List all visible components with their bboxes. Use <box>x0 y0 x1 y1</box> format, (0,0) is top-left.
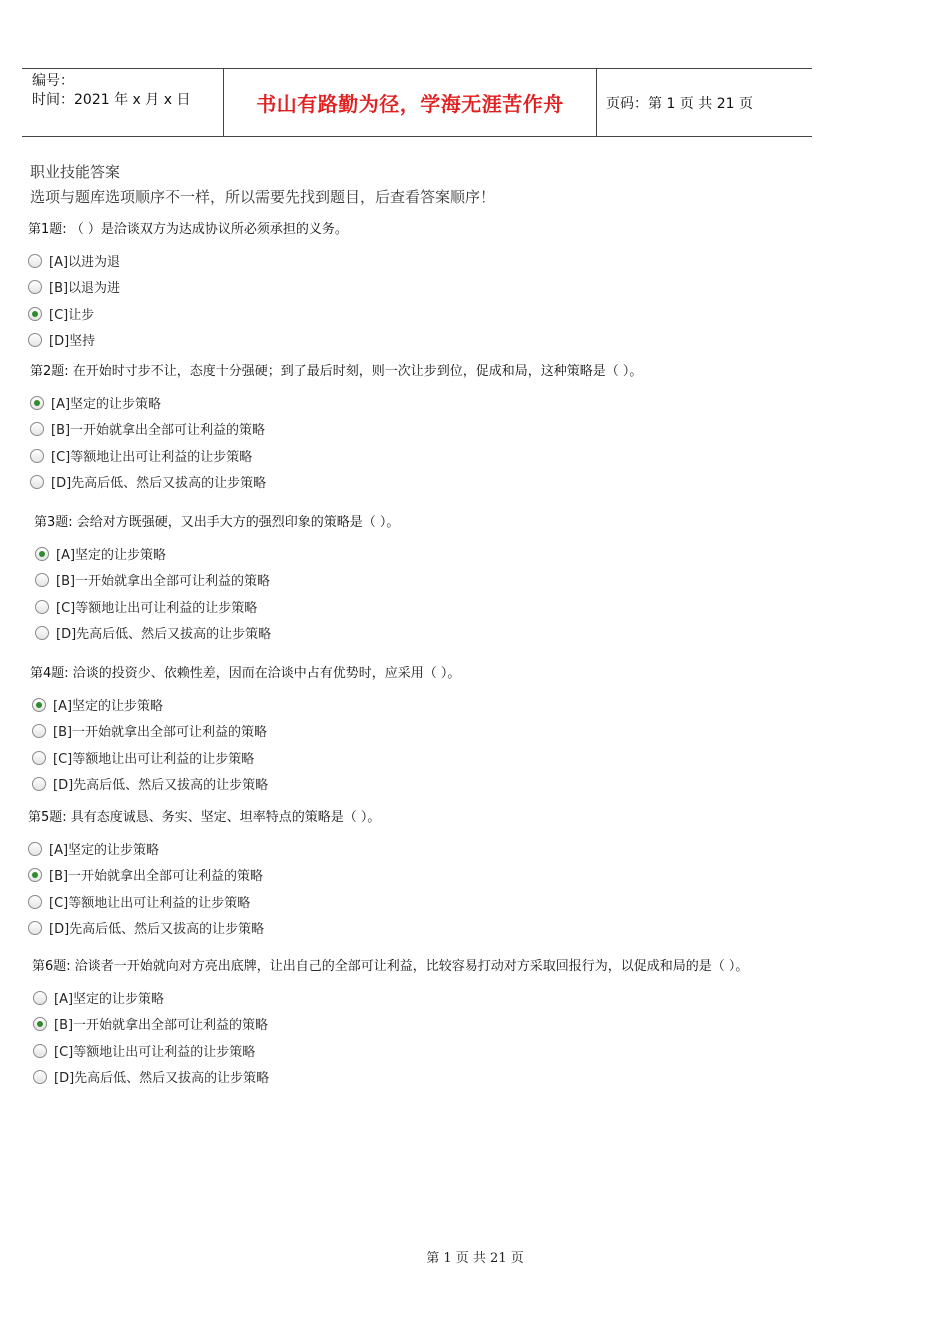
question-1-option-b[interactable] <box>28 277 120 296</box>
option-label: [B]一开始就拿出全部可让利益的策略 <box>51 423 266 438</box>
question-1-option-d[interactable] <box>28 330 95 349</box>
radio-icon[interactable] <box>33 1044 47 1058</box>
page-footer: 第 1 页 共 21 页 <box>426 1251 524 1266</box>
question-4-option-c[interactable] <box>32 748 254 767</box>
radio-icon[interactable] <box>28 254 42 268</box>
option-label: [A]坚定的让步策略 <box>49 843 160 858</box>
radio-icon[interactable] <box>28 921 42 935</box>
question-3-option-d[interactable] <box>35 623 271 642</box>
radio-icon[interactable] <box>32 751 46 765</box>
option-label: [A]坚定的让步策略 <box>56 548 167 563</box>
radio-icon[interactable] <box>30 449 44 463</box>
option-label: [B]一开始就拿出全部可让利益的策略 <box>54 1018 269 1033</box>
question-5-text: 第5题: 具有态度诚恳、务实、坚定、坦率特点的策略是（ ）。 <box>28 810 381 825</box>
question-5-option-c[interactable] <box>28 892 250 911</box>
option-label: [D]先高后低、然后又拔高的让步策略 <box>51 476 267 491</box>
question-4-text: 第4题: 洽谈的投资少、依赖性差，因而在洽谈中占有优势时，应采用（ ）。 <box>30 666 461 681</box>
header-page-cell <box>597 69 812 136</box>
radio-icon[interactable] <box>33 1070 47 1084</box>
option-label: [B]一开始就拿出全部可让利益的策略 <box>53 725 268 740</box>
document-note: 选项与题库选项顺序不一样，所以需要先找到题目，后查看答案顺序！ <box>30 188 496 206</box>
radio-icon[interactable] <box>35 600 49 614</box>
question-4-option-b[interactable] <box>32 721 267 740</box>
radio-checked-icon[interactable] <box>33 1017 47 1031</box>
question-6-option-c[interactable] <box>33 1041 255 1060</box>
radio-icon[interactable] <box>28 842 42 856</box>
option-label: [C]等额地让出可让利益的让步策略 <box>49 896 251 911</box>
question-2-option-b[interactable] <box>30 419 265 438</box>
question-6-option-b[interactable] <box>33 1014 268 1033</box>
question-5-option-d[interactable] <box>28 918 264 937</box>
option-label: [A]以进为退 <box>49 255 121 270</box>
question-2-option-a[interactable] <box>30 393 161 412</box>
question-2-option-d[interactable] <box>30 472 266 491</box>
option-label: [C]等额地让出可让利益的让步策略 <box>53 752 255 767</box>
radio-icon[interactable] <box>32 724 46 738</box>
header-motto-cell <box>224 69 597 136</box>
radio-icon[interactable] <box>28 280 42 294</box>
radio-icon[interactable] <box>30 422 44 436</box>
header-meta-cell <box>22 69 224 136</box>
option-label: [D]先高后低、然后又拔高的让步策略 <box>56 627 272 642</box>
radio-checked-icon[interactable] <box>30 396 44 410</box>
option-label: [D]坚持 <box>49 334 96 349</box>
question-3-option-c[interactable] <box>35 597 257 616</box>
option-label: [C]等额地让出可让利益的让步策略 <box>54 1045 256 1060</box>
question-5-option-b[interactable] <box>28 865 263 884</box>
radio-icon[interactable] <box>32 777 46 791</box>
radio-checked-icon[interactable] <box>28 307 42 321</box>
option-label: [C]等额地让出可让利益的让步策略 <box>51 450 253 465</box>
option-label: [C]等额地让出可让利益的让步策略 <box>56 601 258 616</box>
option-label: [B]一开始就拿出全部可让利益的策略 <box>56 574 271 589</box>
serial-label: 编号： <box>32 73 74 89</box>
document-title: 职业技能答案 <box>30 163 121 181</box>
option-label: [A]坚定的让步策略 <box>54 992 165 1007</box>
question-6-option-a[interactable] <box>33 988 164 1007</box>
question-5-option-a[interactable] <box>28 839 159 858</box>
option-label: [D]先高后低、然后又拔高的让步策略 <box>49 922 265 937</box>
radio-icon[interactable] <box>30 475 44 489</box>
question-3-text: 第3题: 会给对方既强硬，又出手大方的强烈印象的策略是（ ）。 <box>34 515 400 530</box>
page-code: 页码：第 1 页 共 21 页 <box>606 95 753 112</box>
option-label: [A]坚定的让步策略 <box>53 699 164 714</box>
radio-checked-icon[interactable] <box>32 698 46 712</box>
document-header <box>22 68 812 137</box>
question-4-option-a[interactable] <box>32 695 163 714</box>
question-4-option-d[interactable] <box>32 774 268 793</box>
time-label: 时间：2021 年 x 月 x 日 <box>32 92 191 108</box>
question-1-option-c[interactable] <box>28 304 94 323</box>
radio-icon[interactable] <box>35 573 49 587</box>
option-label: [D]先高后低、然后又拔高的让步策略 <box>53 778 269 793</box>
option-label: [B]一开始就拿出全部可让利益的策略 <box>49 869 264 884</box>
motto-text: 书山有路勤为径，学海无涯苦作舟 <box>256 92 564 116</box>
radio-icon[interactable] <box>33 991 47 1005</box>
question-3-option-a[interactable] <box>35 544 166 563</box>
radio-checked-icon[interactable] <box>35 547 49 561</box>
option-label: [C]让步 <box>49 308 95 323</box>
radio-checked-icon[interactable] <box>28 868 42 882</box>
question-2-text: 第2题: 在开始时寸步不让，态度十分强硬；到了最后时刻，则一次让步到位，促成和局，这种策略是（ ）。 <box>30 364 643 379</box>
question-6-option-d[interactable] <box>33 1067 269 1086</box>
question-1-option-a[interactable] <box>28 251 120 270</box>
radio-icon[interactable] <box>28 333 42 347</box>
radio-icon[interactable] <box>35 626 49 640</box>
option-label: [A]坚定的让步策略 <box>51 397 162 412</box>
question-2-option-c[interactable] <box>30 446 252 465</box>
radio-icon[interactable] <box>28 895 42 909</box>
question-3-option-b[interactable] <box>35 570 270 589</box>
option-label: [D]先高后低、然后又拔高的让步策略 <box>54 1071 270 1086</box>
question-1-text: 第1题: （ ）是洽谈双方为达成协议所必须承担的义务。 <box>28 222 348 237</box>
question-6-text: 第6题: 洽谈者一开始就向对方亮出底牌，让出自己的全部可让利益，比较容易打动对方采取回报行为，以促成和局的是（ ）。 <box>32 959 749 974</box>
option-label: [B]以退为进 <box>49 281 121 296</box>
